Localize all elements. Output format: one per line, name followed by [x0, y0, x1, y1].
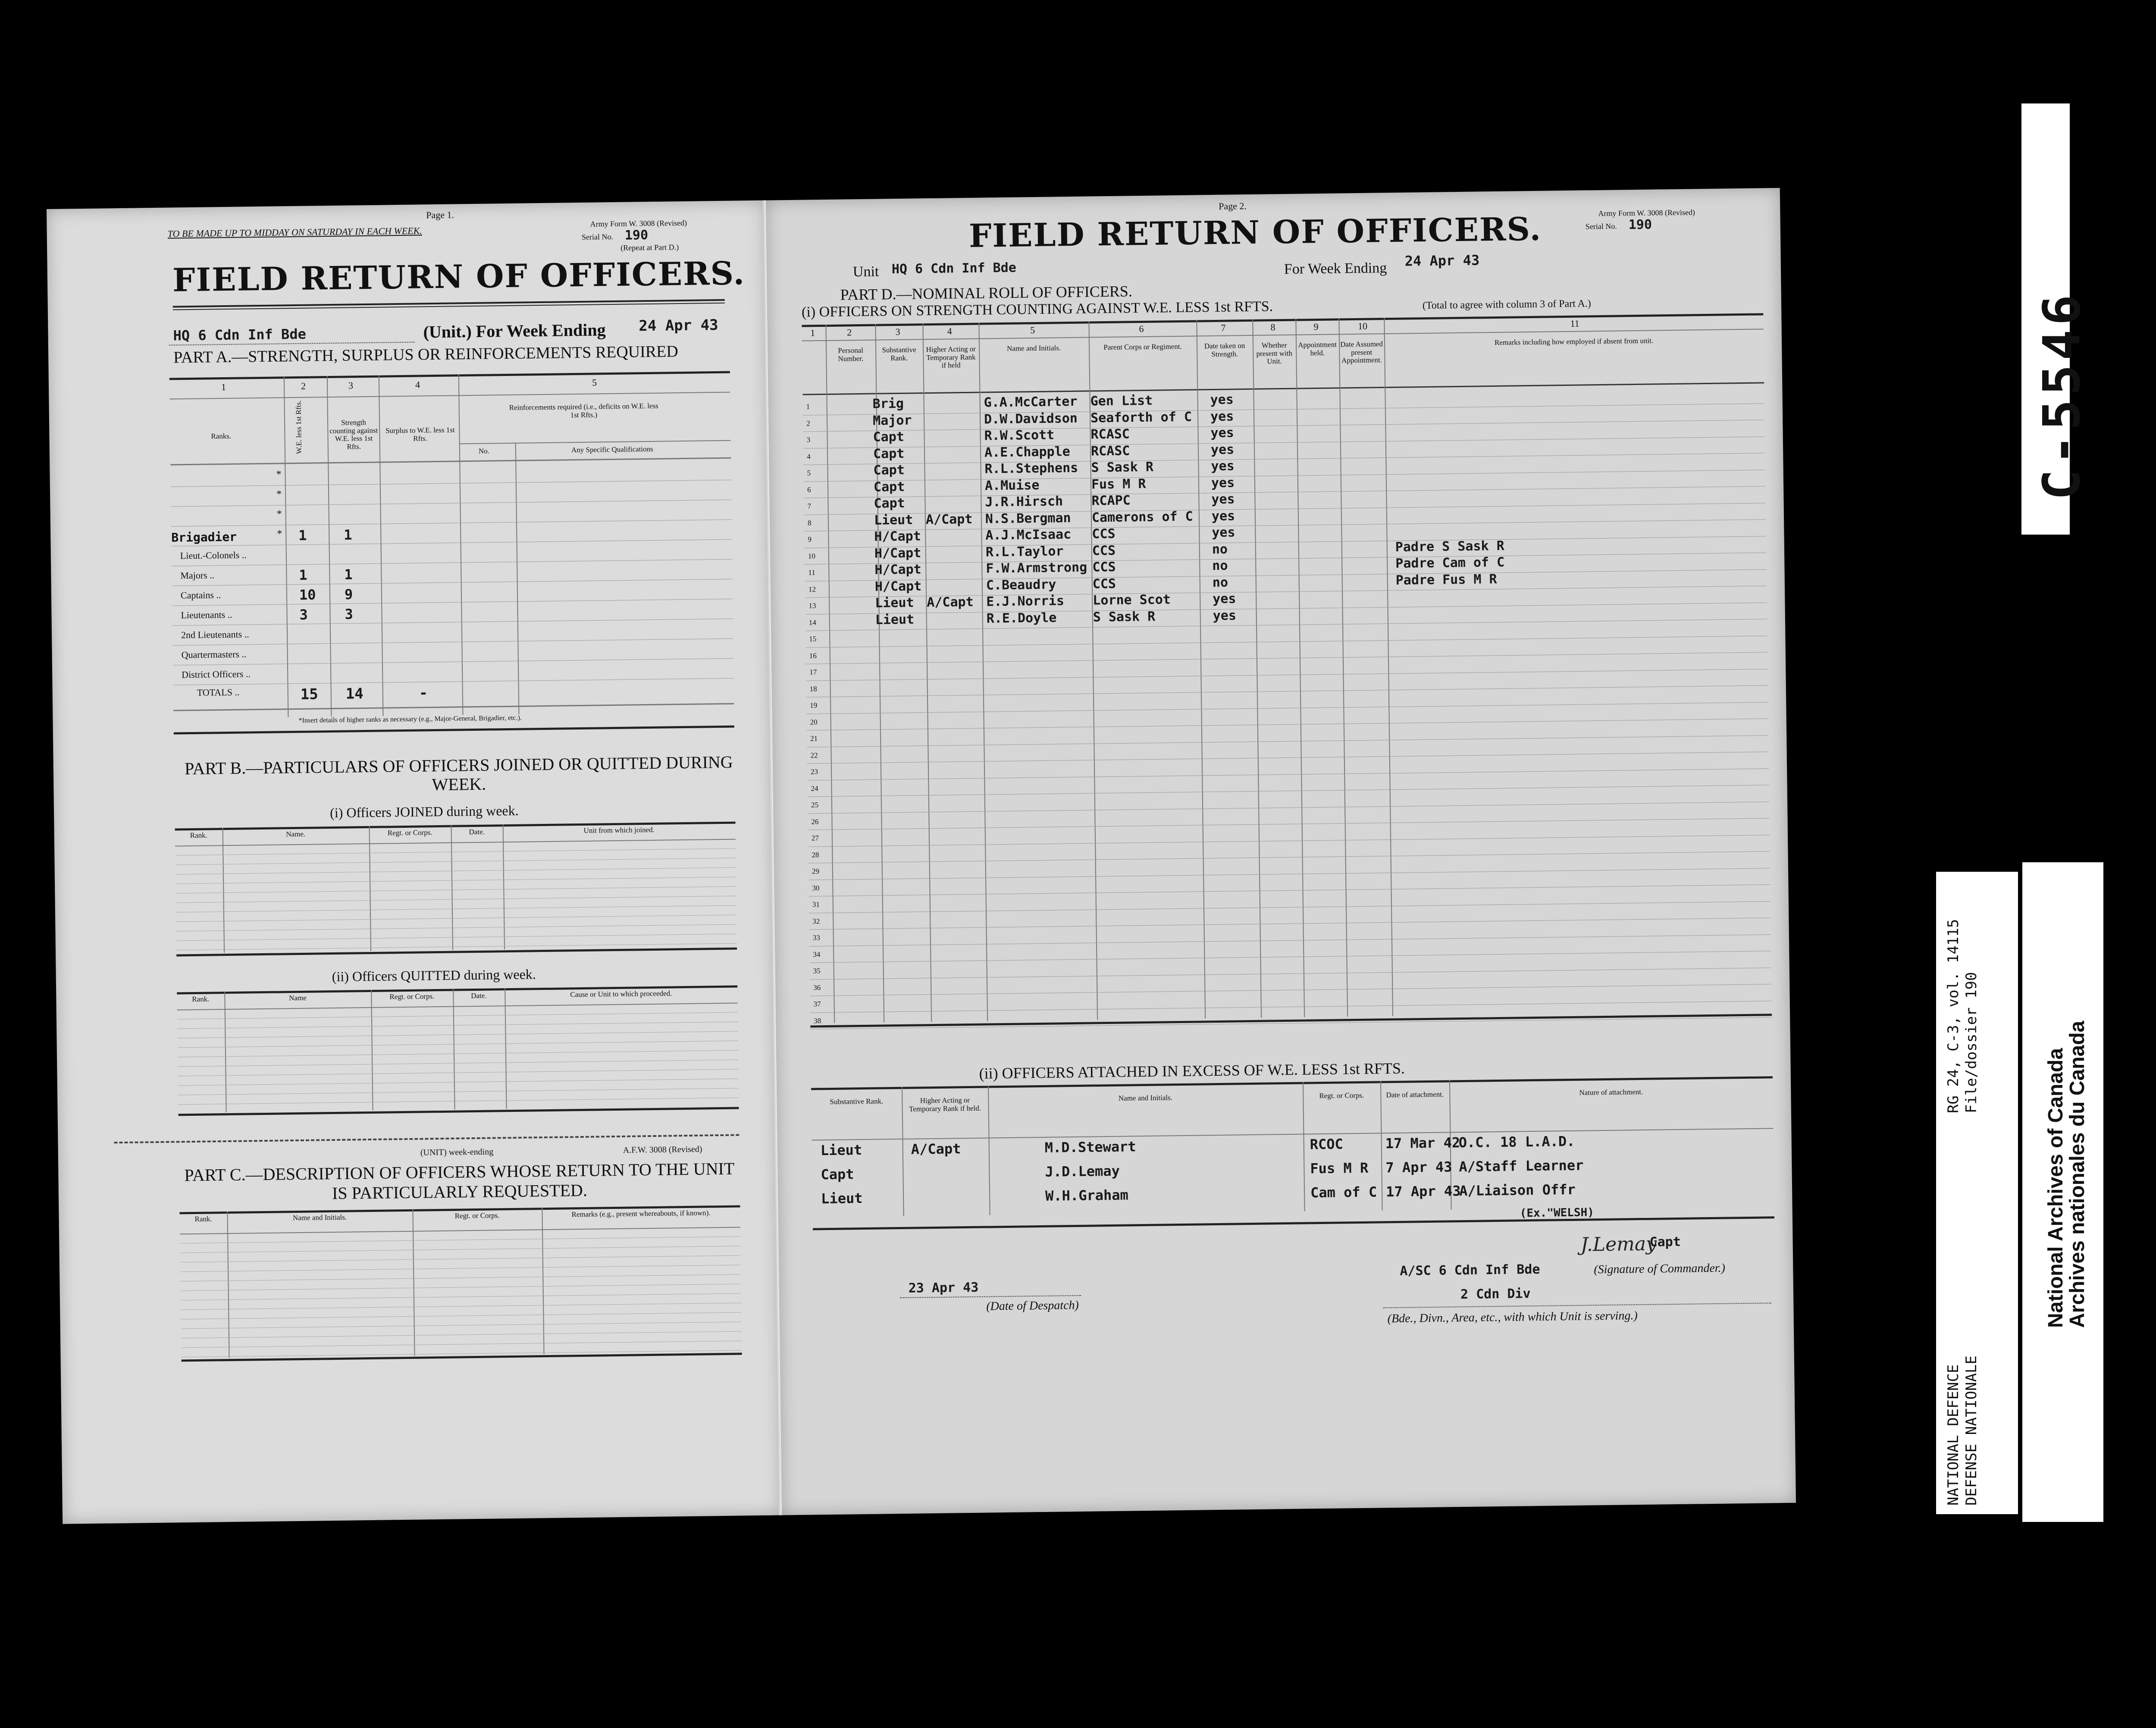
roll-on-strength: yes [1212, 525, 1235, 541]
document-sheet [47, 188, 1796, 1524]
roll-row-number: 31 [812, 900, 820, 909]
roll-name: R.W.Scott [984, 427, 1055, 444]
totals-we: 15 [300, 686, 318, 703]
roll-remarks: Padre Fus M R [1395, 571, 1497, 588]
roll-name: R.L.Taylor [985, 543, 1064, 560]
roll-on-strength: yes [1211, 491, 1235, 507]
roll-row-number: 23 [810, 767, 818, 776]
roll-on-strength: yes [1213, 591, 1236, 607]
attached-nature: A/Liaison Offr [1459, 1181, 1576, 1199]
table-header: Rank. [194, 1215, 212, 1223]
part-b-title: PART B.—PARTICULARS OF OFFICERS JOINED OR QUITTED DURING WEEK. [184, 752, 733, 795]
roll-name: E.J.Norris [986, 593, 1065, 610]
instruction: TO BE MADE UP TO MIDDAY ON SATURDAY IN EACH WEEK. [167, 225, 422, 239]
roll-rank: H/Capt [874, 578, 922, 595]
attached-header: Substantive Rank. [830, 1097, 884, 1106]
roll-name: A.E.Chapple [984, 444, 1070, 460]
roll-row-number: 2 [806, 419, 810, 428]
table-header: Regt. or Corps. [387, 828, 432, 837]
part-c-line: (UNIT) week-ending [420, 1147, 494, 1158]
dept-line-2: DEFENSE NATIONALE [1963, 1355, 1980, 1506]
hdr-surplus: Surplus to W.E. less 1st Rfts. [385, 426, 455, 443]
roll-row-number: 12 [808, 585, 816, 593]
ref-line-1: RG 24, C-3, vol. 14115 [1945, 919, 1962, 1113]
roll-col-header: Substantive Rank. [882, 345, 916, 362]
roll-row-number: 10 [808, 551, 816, 560]
attached-table [811, 1076, 1774, 1234]
attached-header: Nature of attachment. [1579, 1087, 1643, 1097]
roll-corps: RCAPC [1091, 493, 1131, 509]
roll-corps: CCS [1092, 576, 1116, 592]
attached-rank: Lieut [820, 1142, 862, 1159]
roll-col-header: Appointment held. [1298, 340, 1337, 357]
roll-rank: Lieut [875, 595, 914, 611]
attached-date: 17 Mar 42 [1385, 1134, 1460, 1152]
roll-name: F.W.Armstrong [986, 560, 1087, 576]
roll-rank: Capt [874, 495, 905, 511]
roll-row-number: 32 [812, 917, 820, 925]
part-a-strength: 1 [344, 526, 352, 543]
roll-remarks: Padre S Sask R [1395, 538, 1504, 555]
attached-corps: Fus M R [1310, 1159, 1369, 1177]
roll-row-number: 14 [808, 618, 816, 626]
table-header: Unit from which joined. [583, 825, 655, 835]
roll-on-strength: yes [1211, 475, 1235, 491]
roll-col-number: 9 [1313, 321, 1319, 332]
roll-row-number: 18 [809, 684, 817, 693]
roll-name: D.W.Davidson [984, 410, 1078, 427]
archives-strip [2022, 862, 2103, 1522]
col-1: 1 [221, 381, 226, 393]
attached-nature: O.C. 18 L.A.D. [1458, 1133, 1575, 1151]
attached-note: (Ex."WELSH) [1520, 1206, 1595, 1220]
dept-line-1: NATIONAL DEFENCE [1945, 1364, 1962, 1506]
roll-row-number: 22 [810, 751, 818, 759]
part-a-star: * [276, 488, 282, 500]
roll-corps: CCS [1092, 559, 1116, 575]
roll-col-number: 10 [1357, 320, 1368, 332]
table-header: Remarks (e.g., present whereabouts, if known). [571, 1208, 711, 1219]
page-2 [766, 188, 1796, 1515]
despatch-label: (Date of Despatch) [986, 1298, 1079, 1313]
joined-title: (i) Officers JOINED during week. [329, 802, 519, 821]
unit-week-label: (Unit.) For Week Ending [423, 320, 606, 342]
roll-row-number: 8 [807, 518, 812, 527]
roll-rank: H/Capt [874, 529, 921, 545]
attached-date: 7 Apr 43 [1385, 1158, 1452, 1176]
roll-rank: Lieut [874, 512, 913, 528]
roll-on-strength: no [1212, 542, 1228, 557]
part-a-strength: 3 [345, 606, 354, 623]
totals-surplus: - [419, 684, 428, 702]
roll-col-number: 3 [895, 326, 900, 337]
quitted-title: (ii) Officers QUITTED during week. [332, 966, 536, 985]
part-a-we: 1 [298, 527, 307, 544]
table-header: Regt. or Corps. [454, 1211, 500, 1220]
unit-value: HQ 6 Cdn Inf Bde [173, 326, 307, 344]
roll-col-number: 4 [947, 326, 952, 337]
repeat-note: (Repeat at Part D.) [620, 243, 679, 252]
footnote: *Insert details of higher ranks as necessary (e.g., Major-General, Brigadier, etc.). [298, 714, 522, 724]
roll-row-number: 30 [812, 883, 820, 892]
roll-col-header: Personal Number. [838, 346, 864, 363]
roll-row-number: 34 [813, 950, 821, 958]
roll-acting-rank: A/Capt [927, 594, 974, 610]
unit-label: Unit [852, 263, 879, 280]
roll-row-number: 37 [813, 1000, 821, 1008]
roll-corps: CCS [1092, 543, 1116, 558]
table-header: Date. [471, 991, 487, 1000]
quitted-table [177, 986, 739, 1118]
table-header: Rank. [190, 831, 207, 840]
roll-row-number: 3 [806, 435, 811, 444]
attached-nature: A/Staff Learner [1459, 1157, 1584, 1175]
col-3: 3 [348, 380, 354, 391]
roll-row-number: 4 [807, 452, 811, 461]
division: 2 Cdn Div [1460, 1286, 1531, 1302]
roll-row-number: 33 [812, 933, 820, 942]
roll-acting-rank: A/Capt [925, 511, 973, 527]
table-header: Date. [469, 827, 485, 836]
roll-col-number: 11 [1570, 318, 1579, 329]
bde-label: (Bde., Divn., Area, etc., with which Unit is serving.) [1387, 1309, 1638, 1326]
roll-row-number: 16 [809, 651, 817, 660]
attached-corps: RCOC [1310, 1136, 1344, 1153]
table-header: Rank. [192, 995, 210, 1004]
roll-col-number: 6 [1139, 323, 1144, 335]
hdr-strength: Strength counting against W.E. less 1st Rfts. [329, 418, 378, 451]
roll-row-number: 26 [811, 817, 819, 826]
signature: J.Lemay [1580, 1233, 1657, 1256]
reel-number: C-5546 [2032, 290, 2091, 500]
attached-acting: A/Capt [911, 1140, 961, 1158]
reel-number-strip [2021, 103, 2091, 535]
part-c-form: A.F.W. 3008 (Revised) [623, 1144, 702, 1155]
attached-corps: Cam of C [1310, 1183, 1377, 1201]
roll-on-strength: no [1212, 558, 1228, 574]
page-2-label: Page 2. [1218, 200, 1247, 212]
roll-row-number: 1 [806, 402, 810, 411]
section-i-title: (i) OFFICERS ON STRENGTH COUNTING AGAINST W.E. LESS 1st RFTS. [801, 298, 1273, 320]
roll-col-number: 1 [810, 327, 815, 338]
serial-label: Serial No. [581, 232, 613, 241]
part-a-rank: Lieutenants .. [181, 609, 232, 621]
roll-col-header: Remarks including how employed if absent from unit. [1494, 336, 1654, 347]
part-a-we: 1 [299, 567, 307, 583]
roll-col-header: Date taken on Strength. [1204, 341, 1245, 358]
part-a-star: * [276, 508, 282, 520]
part-a-star: * [276, 469, 282, 480]
roll-name: R.L.Stephens [984, 460, 1078, 477]
roll-corps: Fus M R [1091, 476, 1146, 492]
roll-on-strength: yes [1210, 408, 1234, 424]
col-5: 5 [592, 377, 597, 388]
roll-corps: Lorne Scot [1093, 592, 1171, 608]
part-a-rank: Lieut.-Colonels .. [180, 549, 247, 561]
roll-row-number: 19 [810, 701, 818, 710]
roll-row-number: 29 [812, 867, 820, 876]
roll-col-header: Name and Initials. [1006, 344, 1061, 353]
roll-on-strength: yes [1210, 425, 1234, 441]
page-2-unit: HQ 6 Cdn Inf Bde [891, 260, 1017, 277]
page-2-form-ref: Army Form W. 3008 (Revised) [1598, 208, 1695, 218]
roll-row-number: 21 [810, 734, 818, 743]
totals-label: TOTALS .. [197, 686, 240, 698]
roll-row-number: 17 [809, 668, 817, 676]
roll-on-strength: no [1212, 575, 1228, 590]
part-a-star: * [277, 528, 282, 540]
roll-row-number: 24 [811, 784, 818, 792]
attached-name: M.D.Stewart [1044, 1138, 1136, 1156]
ref-line-2: File/dossier 190 [1963, 972, 1980, 1113]
archives-en: National Archives of Canada [2044, 1048, 2067, 1328]
attached-rank: Lieut [821, 1190, 863, 1207]
sig-label: (Signature of Commander.) [1594, 1261, 1726, 1277]
roll-rank: Major [872, 413, 912, 429]
roll-col-number: 5 [1030, 325, 1035, 336]
page-2-serial-label: Serial No. [1585, 222, 1617, 231]
part-a-rank: Quartermasters .. [181, 648, 247, 661]
roll-row-number: 35 [813, 967, 821, 975]
reference-strip [1936, 872, 2018, 1514]
roll-rank: Lieut [875, 611, 915, 628]
attached-header: Name and Initials. [1118, 1093, 1173, 1102]
roll-rank: Capt [873, 446, 905, 462]
roll-name: C.Beaudry [986, 576, 1056, 593]
attached-name: J.D.Lemay [1045, 1162, 1120, 1180]
roll-rank: H/Capt [874, 562, 921, 578]
page-2-serial-no: 190 [1628, 217, 1652, 233]
part-a-we: 10 [299, 586, 316, 603]
part-d-title: PART D.—NOMINAL ROLL OF OFFICERS. [840, 282, 1133, 304]
section-i-note: (Total to agree with column 3 of Part A.) [1422, 298, 1591, 312]
part-c-title: PART C.—DESCRIPTION OF OFFICERS WHOSE RETURN TO THE UNIT IS PARTICULARLY REQUESTED. [184, 1158, 735, 1203]
sig-unit: A/SC 6 Cdn Inf Bde [1400, 1262, 1540, 1279]
roll-row-number: 27 [811, 834, 819, 842]
roll-name: A.Muise [984, 477, 1040, 493]
roll-name: N.S.Bergman [985, 510, 1071, 526]
joined-table [175, 822, 737, 958]
roll-row-number: 38 [814, 1016, 821, 1025]
roll-corps: Gen List [1090, 393, 1153, 409]
hdr-no: No. [478, 447, 490, 455]
roll-remarks: Padre Cam of C [1395, 554, 1505, 571]
roll-row-number: 13 [808, 601, 816, 610]
archives-fr: Archives nationales du Canada [2066, 1021, 2089, 1328]
attached-name: W.H.Graham [1045, 1186, 1129, 1204]
roll-on-strength: yes [1211, 458, 1235, 474]
roll-rank: Capt [873, 429, 905, 445]
part-c-table [179, 1205, 742, 1363]
page-2-title: FIELD RETURN OF OFFICERS. [968, 210, 1542, 255]
roll-row-number: 11 [808, 568, 815, 577]
roll-col-number: 2 [846, 327, 852, 338]
table-header: Regt. or Corps. [389, 992, 435, 1001]
roll-col-header: Date Assumed present Appointment. [1340, 340, 1383, 365]
page-2-week-ending: 24 Apr 43 [1404, 252, 1480, 269]
roll-row-number: 5 [807, 469, 811, 477]
part-a-we: 3 [299, 606, 308, 623]
roll-corps: S Sask R [1093, 609, 1156, 625]
part-a-rank: District Officers .. [182, 668, 251, 680]
part-a-title: PART A.—STRENGTH, SURPLUS OR REINFORCEMENTS REQUIRED [173, 342, 679, 367]
table-header: Name [288, 993, 307, 1002]
nominal-roll-table [802, 313, 1772, 1040]
hdr-quals: Any Specific Qualifications [571, 445, 653, 454]
roll-row-number: 15 [809, 635, 817, 643]
section-ii-title: (ii) OFFICERS ATTACHED IN EXCESS OF W.E. LESS 1st RFTS. [979, 1059, 1405, 1082]
col-2: 2 [301, 380, 306, 391]
table-header: Name and Initials. [292, 1213, 347, 1222]
roll-corps: Camerons of C [1091, 509, 1193, 525]
week-label: For Week Ending [1284, 260, 1387, 277]
roll-corps: CCS [1092, 526, 1116, 542]
roll-corps: RCASC [1091, 443, 1130, 459]
part-a-rank: 2nd Lieutenants .. [181, 629, 249, 641]
sig-rank: Capt [1649, 1234, 1681, 1250]
roll-rank: Capt [873, 479, 905, 495]
hdr-ranks: Ranks. [211, 432, 232, 441]
roll-name: A.J.McIsaac [985, 527, 1072, 543]
col-4: 4 [415, 379, 420, 390]
roll-rank: Capt [873, 462, 905, 478]
page-1 [47, 200, 782, 1524]
attached-date: 17 Apr 43 [1385, 1183, 1461, 1200]
roll-corps: Seaforth of C [1090, 409, 1192, 426]
serial-no: 190 [624, 227, 649, 243]
roll-col-number: 7 [1221, 322, 1226, 333]
roll-row-number: 25 [811, 801, 819, 809]
roll-col-header: Whether present with Unit. [1256, 341, 1293, 366]
roll-col-number: 8 [1270, 322, 1275, 333]
roll-name: G.A.McCarter [984, 394, 1078, 410]
attached-header: Date of attachment. [1386, 1090, 1444, 1099]
roll-corps: RCASC [1091, 426, 1130, 442]
roll-row-number: 7 [807, 502, 812, 510]
page-1-label: Page 1. [426, 209, 454, 221]
roll-row-number: 20 [810, 717, 818, 726]
table-header: Cause or Unit to which proceeded. [570, 989, 672, 999]
attached-header: Regt. or Corps. [1319, 1091, 1364, 1100]
roll-corps: S Sask R [1091, 459, 1154, 476]
attached-rank: Capt [821, 1166, 854, 1183]
roll-row-number: 6 [807, 485, 811, 494]
attached-header: Higher Acting or Temporary Rank if held. [909, 1096, 981, 1113]
part-a-rank: Brigadier [171, 529, 237, 545]
roll-name: J.R.Hirsch [985, 494, 1063, 510]
roll-on-strength: yes [1210, 392, 1234, 408]
part-a-rank: Captains .. [180, 589, 221, 601]
hdr-reinf: Reinforcements required (i.e., deficits on W.E. less 1st Rfts.) [509, 401, 658, 419]
roll-on-strength: yes [1210, 441, 1235, 457]
roll-name: R.E.Doyle [986, 610, 1057, 626]
totals-strength: 14 [345, 685, 364, 703]
despatch-date: 23 Apr 43 [908, 1280, 979, 1296]
part-a-strength: 1 [344, 566, 353, 583]
part-a-rank: Majors .. [180, 570, 215, 581]
part-a-table [169, 371, 735, 753]
roll-on-strength: yes [1213, 607, 1237, 623]
roll-rank: H/Capt [874, 545, 921, 561]
hdr-we: W.E. less 1st Rfts. [294, 400, 303, 454]
roll-col-header: Higher Acting or Temporary Rank if held [926, 344, 976, 370]
roll-col-header: Parent Corps or Regiment. [1103, 342, 1182, 352]
roll-row-number: 28 [812, 850, 819, 859]
roll-row-number: 36 [813, 983, 821, 992]
form-ref: Army Form W. 3008 (Revised) [590, 218, 687, 229]
roll-row-number: 9 [808, 535, 812, 544]
roll-rank: Brig [872, 396, 904, 412]
week-ending: 24 Apr 43 [639, 316, 718, 335]
page-title: FIELD RETURN OF OFFICERS. [172, 255, 746, 299]
table-header: Name. [286, 830, 306, 839]
roll-on-strength: yes [1211, 508, 1235, 524]
part-a-strength: 9 [344, 586, 353, 603]
